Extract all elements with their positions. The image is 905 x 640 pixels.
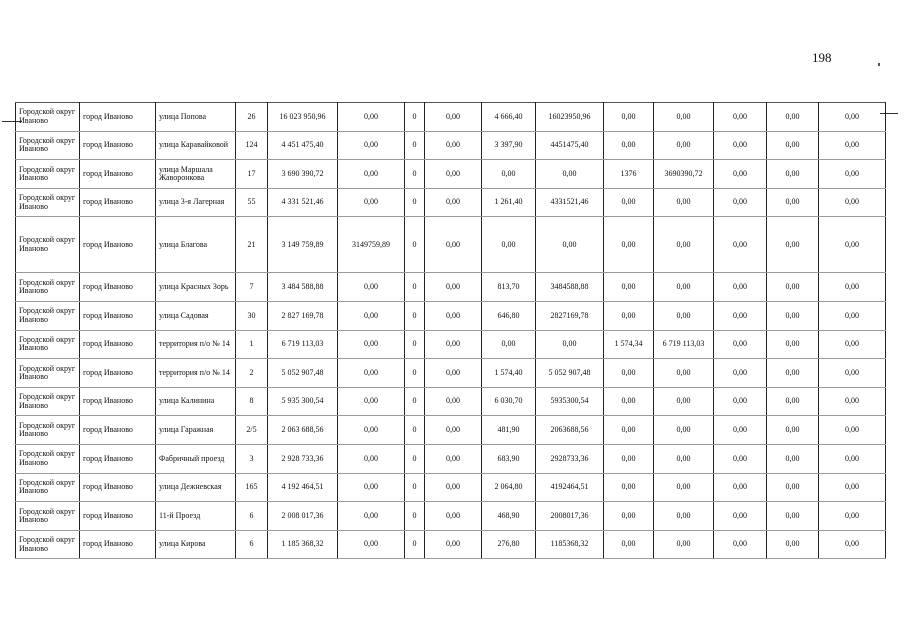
- street-cell: улица Дежневская: [156, 473, 236, 502]
- area-cell: 3 397,90: [482, 131, 536, 160]
- amount-col-7: 0,00: [819, 301, 886, 330]
- area-col-2: 0,00: [604, 387, 654, 416]
- count-col-1: 0: [405, 502, 425, 531]
- amount-col-1: 3149759,89: [338, 217, 405, 273]
- total-cost-cell: 4 331 521,46: [268, 188, 338, 217]
- amount-col-3: 0,00: [536, 217, 604, 273]
- house-number-cell: 8: [236, 387, 268, 416]
- municipality-cell: Городской округ Иваново: [16, 359, 80, 388]
- table-row: [16, 387, 886, 416]
- amount-col-3: 2008017,36: [536, 502, 604, 531]
- count-col-1: 0: [405, 160, 425, 189]
- amount-col-5: 0,00: [714, 217, 767, 273]
- area-col-2: 0,00: [604, 103, 654, 132]
- area-cell: 0,00: [482, 217, 536, 273]
- amount-col-7: 0,00: [819, 330, 886, 359]
- amount-col-1: 0,00: [338, 103, 405, 132]
- amount-col-3: 2827169,78: [536, 301, 604, 330]
- amount-col-2: 0,00: [425, 416, 482, 445]
- amount-col-7: 0,00: [819, 387, 886, 416]
- amount-col-5: 0,00: [714, 160, 767, 189]
- amount-col-4: 0,00: [654, 273, 714, 302]
- amount-col-4: 0,00: [654, 473, 714, 502]
- amount-col-3: 5 052 907,48: [536, 359, 604, 388]
- amount-col-4: 0,00: [654, 502, 714, 531]
- settlement-cell: город Иваново: [80, 301, 156, 330]
- municipality-cell: Городской округ Иваново: [16, 273, 80, 302]
- area-cell: 0,00: [482, 330, 536, 359]
- house-number-cell: 2: [236, 359, 268, 388]
- area-cell: 813,70: [482, 273, 536, 302]
- amount-col-5: 0,00: [714, 502, 767, 531]
- area-col-2: 0,00: [604, 188, 654, 217]
- amount-col-7: 0,00: [819, 473, 886, 502]
- table-row: [16, 301, 886, 330]
- amount-col-2: 0,00: [425, 301, 482, 330]
- count-col-1: 0: [405, 131, 425, 160]
- municipality-cell: Городской округ Иваново: [16, 103, 80, 132]
- amount-col-4: 0,00: [654, 444, 714, 473]
- municipality-cell: Городской округ Иваново: [16, 330, 80, 359]
- total-cost-cell: 3 149 759,89: [268, 217, 338, 273]
- house-number-cell: 26: [236, 103, 268, 132]
- amount-col-3: 4192464,51: [536, 473, 604, 502]
- house-number-cell: 3: [236, 444, 268, 473]
- street-cell: улица Красных Зорь: [156, 273, 236, 302]
- street-cell: улица Калинина: [156, 387, 236, 416]
- street-cell: улица Гаражная: [156, 416, 236, 445]
- amount-col-6: 0,00: [767, 330, 819, 359]
- amount-col-1: 0,00: [338, 273, 405, 302]
- count-col-1: 0: [405, 103, 425, 132]
- street-cell: территория п/о № 14: [156, 359, 236, 388]
- amount-col-5: 0,00: [714, 188, 767, 217]
- area-col-2: 0,00: [604, 473, 654, 502]
- house-number-cell: 6: [236, 502, 268, 531]
- amount-col-5: 0,00: [714, 131, 767, 160]
- count-col-1: 0: [405, 188, 425, 217]
- amount-col-6: 0,00: [767, 473, 819, 502]
- settlement-cell: город Иваново: [80, 188, 156, 217]
- house-number-cell: 17: [236, 160, 268, 189]
- municipality-cell: Городской округ Иваново: [16, 502, 80, 531]
- register-table: [15, 102, 886, 559]
- street-cell: улица Кирова: [156, 530, 236, 559]
- area-col-2: 0,00: [604, 131, 654, 160]
- total-cost-cell: 2 063 688,56: [268, 416, 338, 445]
- amount-col-1: 0,00: [338, 330, 405, 359]
- municipality-cell: Городской округ Иваново: [16, 530, 80, 559]
- page-number: 198: [812, 50, 832, 65]
- table-row: [16, 359, 886, 388]
- municipality-cell: Городской округ Иваново: [16, 387, 80, 416]
- amount-col-2: 0,00: [425, 444, 482, 473]
- count-col-1: 0: [405, 217, 425, 273]
- house-number-cell: 165: [236, 473, 268, 502]
- total-cost-cell: 4 451 475,40: [268, 131, 338, 160]
- amount-col-1: 0,00: [338, 444, 405, 473]
- count-col-1: 0: [405, 273, 425, 302]
- amount-col-4: 6 719 113,03: [654, 330, 714, 359]
- settlement-cell: город Иваново: [80, 160, 156, 189]
- amount-col-2: 0,00: [425, 131, 482, 160]
- house-number-cell: 7: [236, 273, 268, 302]
- table-row: [16, 103, 886, 132]
- municipality-cell: Городской округ Иваново: [16, 416, 80, 445]
- count-col-1: 0: [405, 473, 425, 502]
- amount-col-4: 0,00: [654, 188, 714, 217]
- area-cell: 1 261,40: [482, 188, 536, 217]
- table-row: [16, 473, 886, 502]
- amount-col-6: 0,00: [767, 301, 819, 330]
- amount-col-5: 0,00: [714, 273, 767, 302]
- count-col-1: 0: [405, 387, 425, 416]
- amount-col-7: 0,00: [819, 188, 886, 217]
- amount-col-1: 0,00: [338, 416, 405, 445]
- settlement-cell: город Иваново: [80, 330, 156, 359]
- area-cell: 683,90: [482, 444, 536, 473]
- street-cell: улица Маршала Жаворонкова: [156, 160, 236, 189]
- total-cost-cell: 5 935 300,54: [268, 387, 338, 416]
- amount-col-3: 0,00: [536, 160, 604, 189]
- street-cell: Фабричный проезд: [156, 444, 236, 473]
- total-cost-cell: 2 008 017,36: [268, 502, 338, 531]
- amount-col-2: 0,00: [425, 330, 482, 359]
- area-cell: 276,80: [482, 530, 536, 559]
- area-cell: 1 574,40: [482, 359, 536, 388]
- total-cost-cell: 5 052 907,48: [268, 359, 338, 388]
- amount-col-1: 0,00: [338, 359, 405, 388]
- amount-col-6: 0,00: [767, 416, 819, 445]
- amount-col-4: 0,00: [654, 217, 714, 273]
- amount-col-2: 0,00: [425, 103, 482, 132]
- street-cell: улица 3-я Лагерная: [156, 188, 236, 217]
- amount-col-1: 0,00: [338, 301, 405, 330]
- amount-col-2: 0,00: [425, 473, 482, 502]
- area-col-2: 0,00: [604, 273, 654, 302]
- count-col-1: 0: [405, 301, 425, 330]
- amount-col-5: 0,00: [714, 530, 767, 559]
- house-number-cell: 1: [236, 330, 268, 359]
- amount-col-4: 0,00: [654, 416, 714, 445]
- settlement-cell: город Иваново: [80, 131, 156, 160]
- area-col-2: 1 574,34: [604, 330, 654, 359]
- house-number-cell: 21: [236, 217, 268, 273]
- amount-col-4: 0,00: [654, 530, 714, 559]
- amount-col-3: 2063688,56: [536, 416, 604, 445]
- total-cost-cell: 16 023 950,96: [268, 103, 338, 132]
- street-cell: территория п/о № 14: [156, 330, 236, 359]
- settlement-cell: город Иваново: [80, 444, 156, 473]
- total-cost-cell: 2 827 169,78: [268, 301, 338, 330]
- amount-col-7: 0,00: [819, 502, 886, 531]
- house-number-cell: 124: [236, 131, 268, 160]
- street-cell: улица Садовая: [156, 301, 236, 330]
- table-row: [16, 416, 886, 445]
- total-cost-cell: 3 690 390,72: [268, 160, 338, 189]
- municipality-cell: Городской округ Иваново: [16, 160, 80, 189]
- amount-col-3: 1185368,32: [536, 530, 604, 559]
- amount-col-4: 0,00: [654, 131, 714, 160]
- amount-col-7: 0,00: [819, 103, 886, 132]
- total-cost-cell: 1 185 368,32: [268, 530, 338, 559]
- amount-col-4: 0,00: [654, 301, 714, 330]
- area-cell: 6 030,70: [482, 387, 536, 416]
- amount-col-3: 4451475,40: [536, 131, 604, 160]
- amount-col-5: 0,00: [714, 416, 767, 445]
- amount-col-7: 0,00: [819, 160, 886, 189]
- amount-col-2: 0,00: [425, 217, 482, 273]
- area-cell: 2 064,80: [482, 473, 536, 502]
- municipality-cell: Городской округ Иваново: [16, 131, 80, 160]
- amount-col-7: 0,00: [819, 131, 886, 160]
- amount-col-1: 0,00: [338, 530, 405, 559]
- municipality-cell: Городской округ Иваново: [16, 188, 80, 217]
- count-col-1: 0: [405, 530, 425, 559]
- amount-col-3: 16023950,96: [536, 103, 604, 132]
- municipality-cell: Городской округ Иваново: [16, 473, 80, 502]
- area-col-2: 0,00: [604, 530, 654, 559]
- area-cell: 0,00: [482, 160, 536, 189]
- amount-col-7: 0,00: [819, 359, 886, 388]
- settlement-cell: город Иваново: [80, 273, 156, 302]
- amount-col-1: 0,00: [338, 188, 405, 217]
- total-cost-cell: 4 192 464,51: [268, 473, 338, 502]
- table-row: [16, 188, 886, 217]
- amount-col-5: 0,00: [714, 301, 767, 330]
- amount-col-6: 0,00: [767, 444, 819, 473]
- amount-col-2: 0,00: [425, 530, 482, 559]
- amount-col-7: 0,00: [819, 416, 886, 445]
- municipality-cell: Городской округ Иваново: [16, 444, 80, 473]
- table-row: [16, 217, 886, 273]
- house-number-cell: 55: [236, 188, 268, 217]
- amount-col-4: 0,00: [654, 359, 714, 388]
- amount-col-6: 0,00: [767, 359, 819, 388]
- total-cost-cell: 3 484 588,88: [268, 273, 338, 302]
- street-cell: улица Каравайковой: [156, 131, 236, 160]
- amount-col-6: 0,00: [767, 387, 819, 416]
- amount-col-3: 2928733,36: [536, 444, 604, 473]
- amount-col-2: 0,00: [425, 502, 482, 531]
- count-col-1: 0: [405, 359, 425, 388]
- area-cell: 468,90: [482, 502, 536, 531]
- amount-col-7: 0,00: [819, 217, 886, 273]
- amount-col-4: 0,00: [654, 103, 714, 132]
- area-cell: 481,90: [482, 416, 536, 445]
- area-col-2: 1376: [604, 160, 654, 189]
- table-row: [16, 330, 886, 359]
- amount-col-5: 0,00: [714, 103, 767, 132]
- area-col-2: 0,00: [604, 444, 654, 473]
- area-col-2: 0,00: [604, 217, 654, 273]
- amount-col-6: 0,00: [767, 217, 819, 273]
- amount-col-5: 0,00: [714, 359, 767, 388]
- settlement-cell: город Иваново: [80, 530, 156, 559]
- amount-col-6: 0,00: [767, 188, 819, 217]
- settlement-cell: город Иваново: [80, 473, 156, 502]
- municipality-cell: Городской округ Иваново: [16, 301, 80, 330]
- amount-col-6: 0,00: [767, 530, 819, 559]
- table-row: [16, 444, 886, 473]
- street-cell: улица Попова: [156, 103, 236, 132]
- amount-col-5: 0,00: [714, 444, 767, 473]
- count-col-1: 0: [405, 444, 425, 473]
- municipality-cell: Городской округ Иваново: [16, 217, 80, 273]
- settlement-cell: город Иваново: [80, 387, 156, 416]
- area-col-2: 0,00: [604, 416, 654, 445]
- settlement-cell: город Иваново: [80, 502, 156, 531]
- amount-col-6: 0,00: [767, 131, 819, 160]
- count-col-1: 0: [405, 330, 425, 359]
- amount-col-2: 0,00: [425, 160, 482, 189]
- settlement-cell: город Иваново: [80, 359, 156, 388]
- amount-col-2: 0,00: [425, 387, 482, 416]
- amount-col-6: 0,00: [767, 160, 819, 189]
- settlement-cell: город Иваново: [80, 217, 156, 273]
- amount-col-5: 0,00: [714, 387, 767, 416]
- table-row: [16, 273, 886, 302]
- amount-col-3: 5935300,54: [536, 387, 604, 416]
- amount-col-1: 0,00: [338, 473, 405, 502]
- amount-col-1: 0,00: [338, 160, 405, 189]
- amount-col-7: 0,00: [819, 530, 886, 559]
- table-row: [16, 160, 886, 189]
- amount-col-7: 0,00: [819, 444, 886, 473]
- house-number-cell: 2/5: [236, 416, 268, 445]
- area-col-2: 0,00: [604, 502, 654, 531]
- settlement-cell: город Иваново: [80, 416, 156, 445]
- amount-col-6: 0,00: [767, 273, 819, 302]
- amount-col-5: 0,00: [714, 473, 767, 502]
- amount-col-2: 0,00: [425, 273, 482, 302]
- house-number-cell: 6: [236, 530, 268, 559]
- amount-col-1: 0,00: [338, 131, 405, 160]
- count-col-1: 0: [405, 416, 425, 445]
- amount-col-4: 0,00: [654, 387, 714, 416]
- amount-col-2: 0,00: [425, 188, 482, 217]
- total-cost-cell: 2 928 733,36: [268, 444, 338, 473]
- amount-col-3: 3484588,88: [536, 273, 604, 302]
- amount-col-1: 0,00: [338, 387, 405, 416]
- settlement-cell: город Иваново: [80, 103, 156, 132]
- area-cell: 4 666,40: [482, 103, 536, 132]
- amount-col-6: 0,00: [767, 103, 819, 132]
- table-row: [16, 131, 886, 160]
- amount-col-1: 0,00: [338, 502, 405, 531]
- area-cell: 646,80: [482, 301, 536, 330]
- amount-col-6: 0,00: [767, 502, 819, 531]
- amount-col-4: 3690390,72: [654, 160, 714, 189]
- table-row: [16, 502, 886, 531]
- amount-col-3: 4331521,46: [536, 188, 604, 217]
- house-number-cell: 30: [236, 301, 268, 330]
- scan-speck: [878, 63, 880, 66]
- street-cell: 11-й Проезд: [156, 502, 236, 531]
- area-col-2: 0,00: [604, 359, 654, 388]
- amount-col-2: 0,00: [425, 359, 482, 388]
- table-row: [16, 530, 886, 559]
- amount-col-5: 0,00: [714, 330, 767, 359]
- area-col-2: 0,00: [604, 301, 654, 330]
- total-cost-cell: 6 719 113,03: [268, 330, 338, 359]
- amount-col-3: 0,00: [536, 330, 604, 359]
- street-cell: улица Благова: [156, 217, 236, 273]
- amount-col-7: 0,00: [819, 273, 886, 302]
